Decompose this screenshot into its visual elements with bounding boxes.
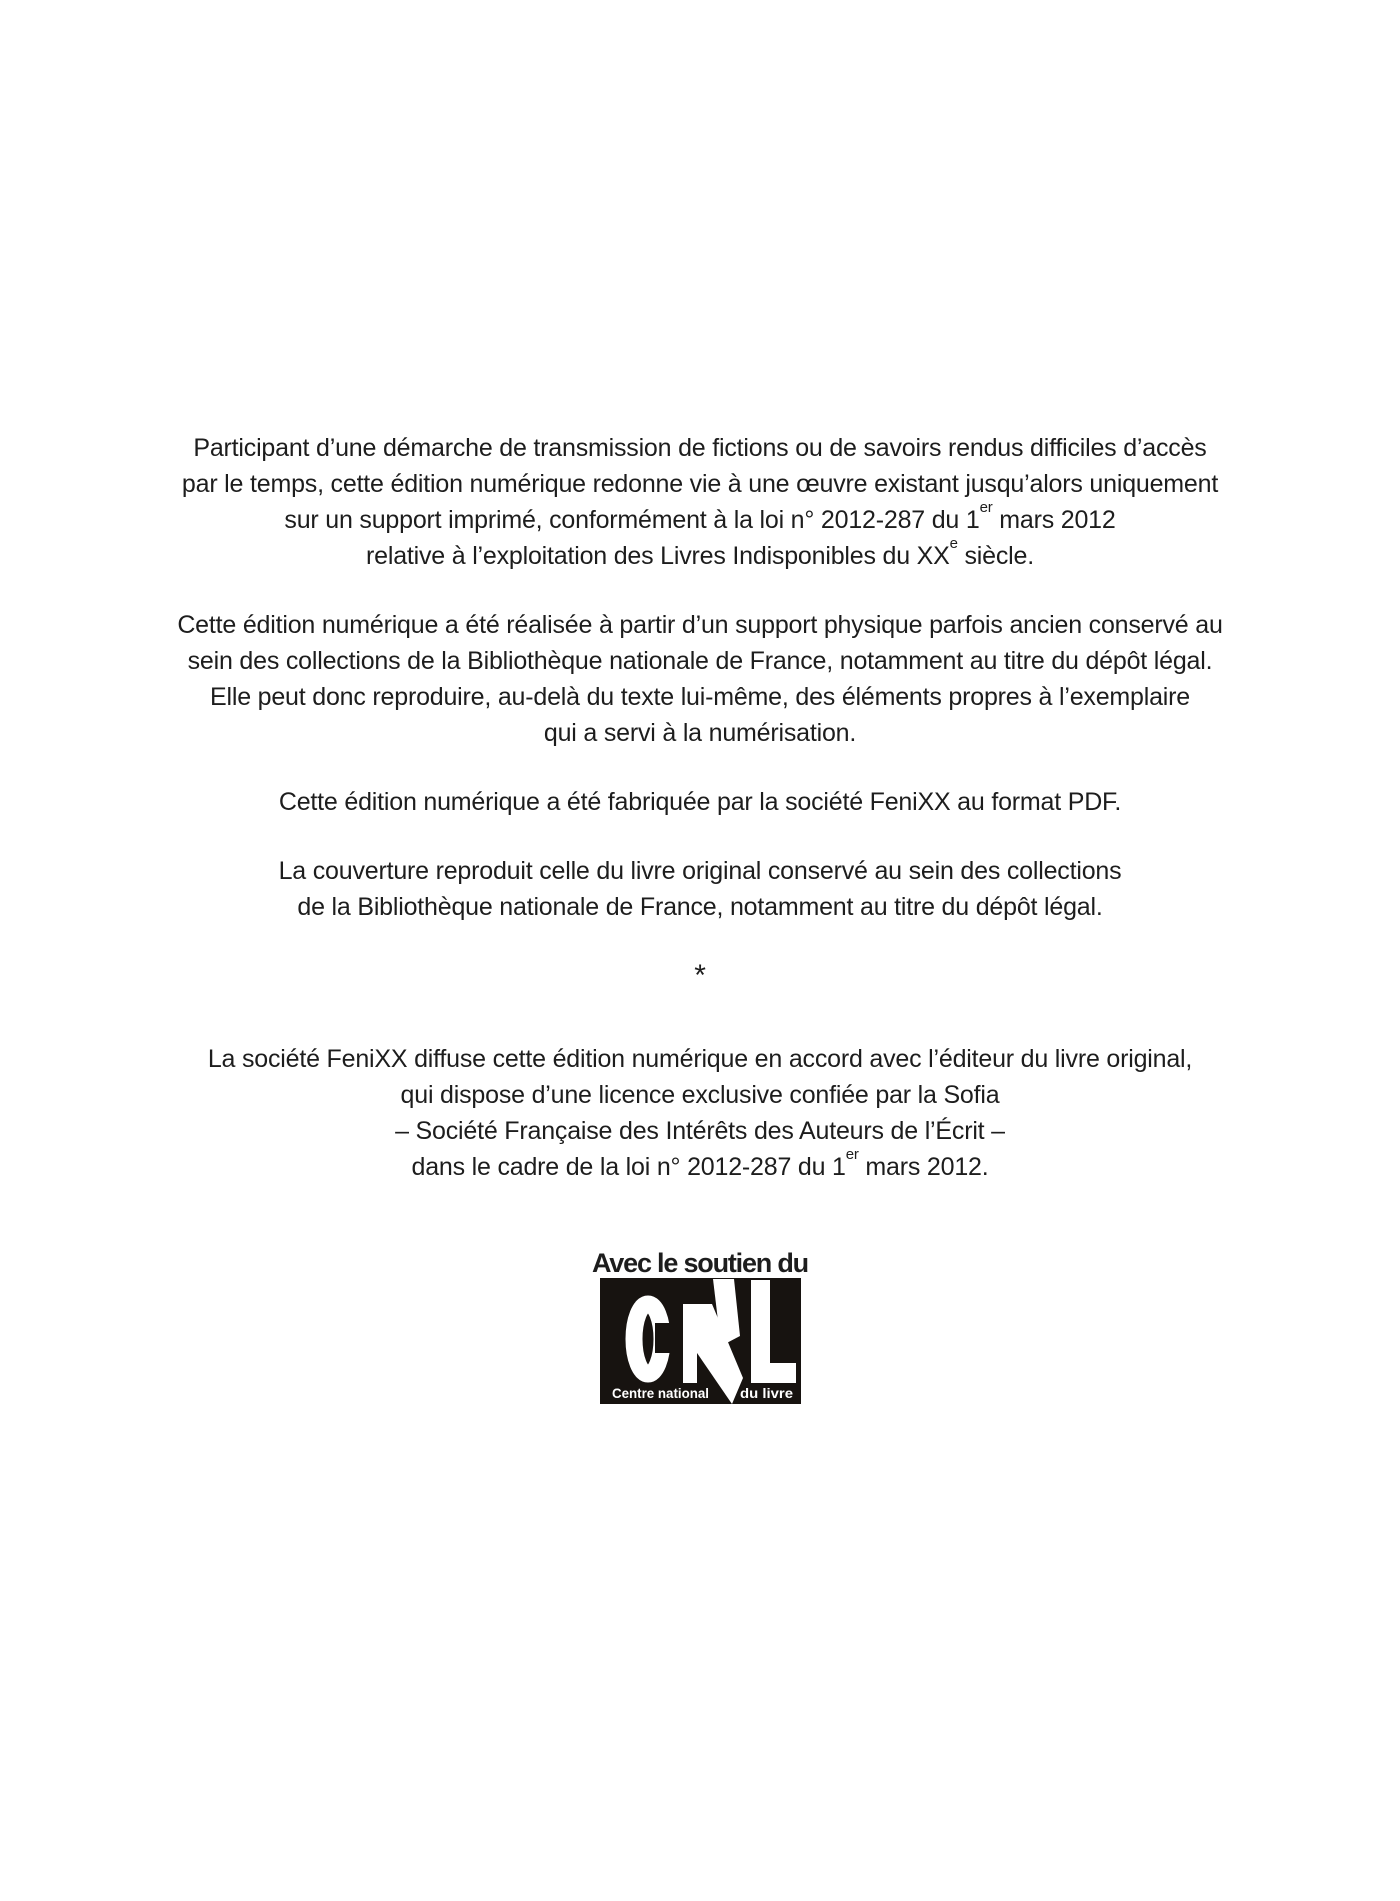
paragraph-diffusion xyxy=(110,1041,1290,1185)
text-line: dans le cadre de la loi n° 2012-287 du 1er mars 2012. xyxy=(411,1145,989,1181)
text-line: sein des collections de la Bibliothèque nationale de France, notamment au titre du dépôt légal. xyxy=(187,647,1213,675)
text-line: qui dispose d’une licence exclusive confiée par la Sofia xyxy=(400,1081,1000,1109)
paragraph-transmission xyxy=(110,430,1290,574)
text-line: Elle peut donc reproduire, au-delà du texte lui-même, des éléments propres à l’exemplaire xyxy=(210,683,1190,711)
text-line: La société FeniXX diffuse cette édition numérique en accord avec l’éditeur du livre original, xyxy=(207,1045,1193,1073)
text-line: Participant d’une démarche de transmission de fictions ou de savoirs rendus difficiles d’accès xyxy=(193,434,1207,462)
text-line: Cette édition numérique a été réalisée à partir d’un support physique parfois ancien conservé au xyxy=(177,611,1223,639)
text-line: La couverture reproduit celle du livre original conservé au sein des collections xyxy=(278,857,1122,885)
paragraph-couverture xyxy=(110,853,1290,925)
logo-letter-l-foot xyxy=(751,1363,796,1383)
paragraph-fabrication xyxy=(110,784,1290,820)
text-line: Cette édition numérique a été fabriquée par la société FeniXX au format PDF. xyxy=(278,788,1122,816)
text-line: relative à l’exploitation des Livres Indisponibles du XXe siècle. xyxy=(366,534,1034,570)
text-line: qui a servi à la numérisation. xyxy=(543,719,857,747)
superscript: e xyxy=(949,534,958,552)
cnl-logo xyxy=(600,1278,801,1404)
text-line: de la Bibliothèque nationale de France, notamment au titre du dépôt légal. xyxy=(297,893,1103,921)
page-content xyxy=(110,0,1290,1404)
separator-asterisk xyxy=(110,958,1290,994)
logo-caption-left: Centre national xyxy=(611,1385,709,1401)
logo-container xyxy=(110,1278,1290,1404)
support-caption: Avec le soutien du xyxy=(592,1248,808,1278)
paragraph-realisation xyxy=(110,607,1290,751)
logo-caption-right: du livre xyxy=(739,1385,793,1401)
logo-letter-c-gap xyxy=(655,1323,671,1353)
text-line: – Société Française des Intérêts des Auteurs de l’Écrit – xyxy=(395,1117,1005,1145)
text-line: par le temps, cette édition numérique redonne vie à une œuvre existant jusqu’alors uniquement xyxy=(181,470,1219,498)
text-line: sur un support imprimé, conformément à la loi n° 2012-287 du 1er mars 2012 xyxy=(284,498,1116,534)
text-line: * xyxy=(694,959,706,992)
edition-notice xyxy=(110,430,1290,1185)
superscript: er xyxy=(979,498,993,516)
superscript: er xyxy=(845,1145,859,1163)
